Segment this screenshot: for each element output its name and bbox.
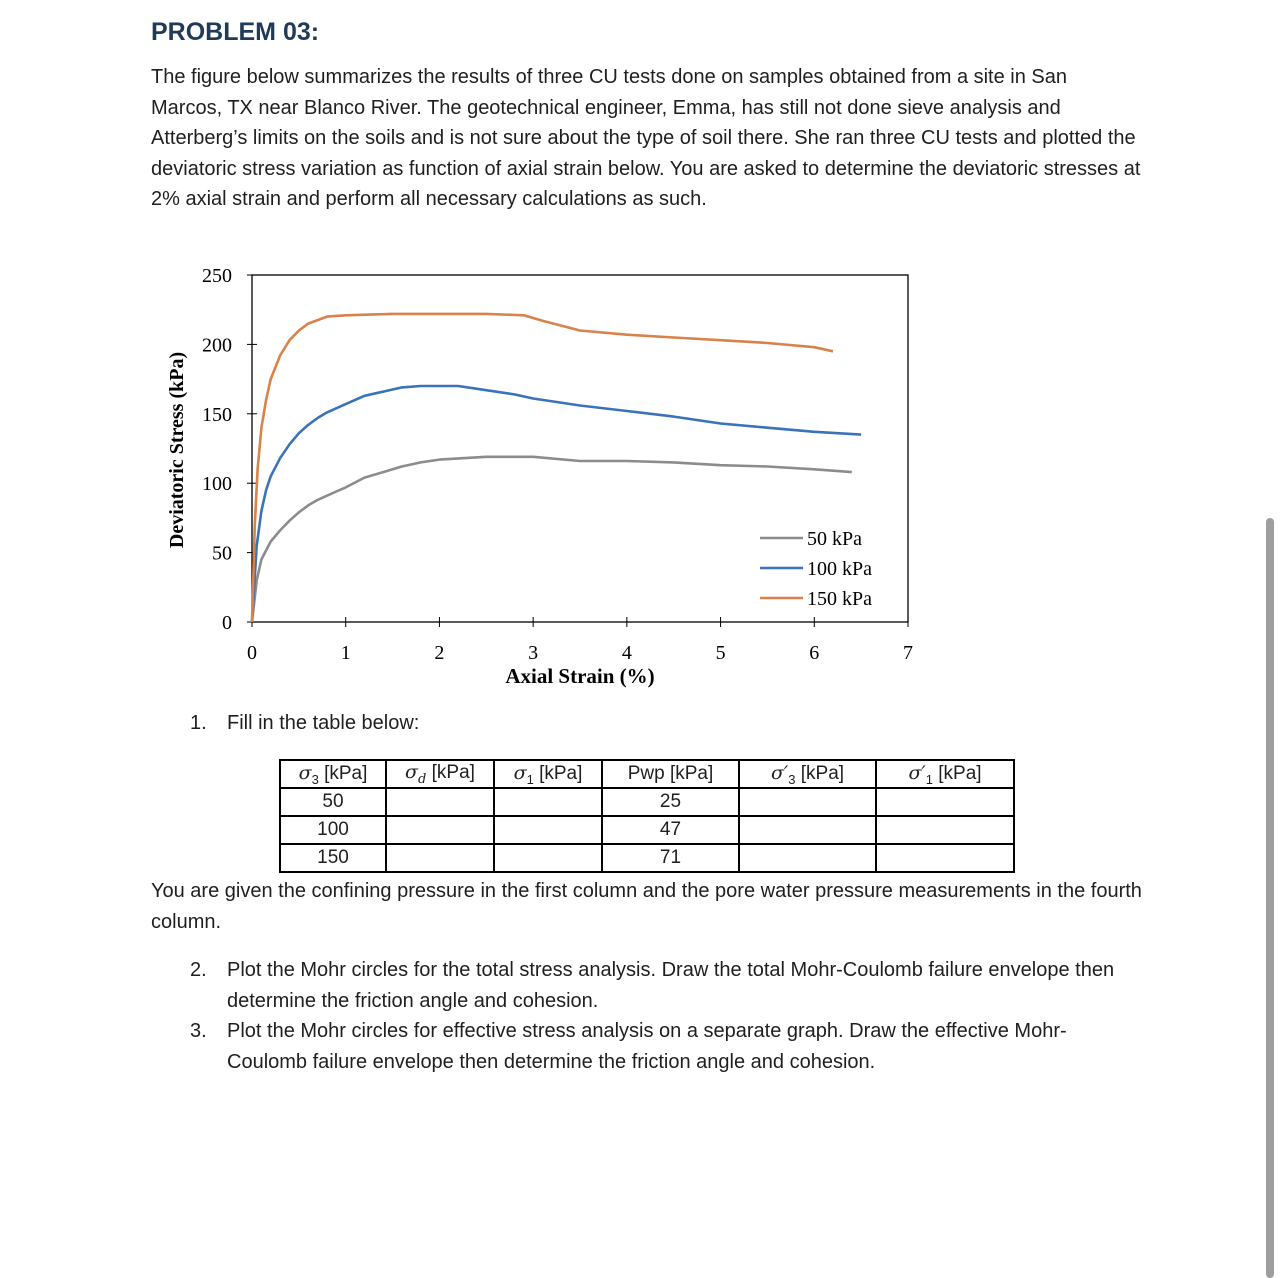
subscript: 3 [311, 771, 319, 787]
y-tick-label: 50 [212, 542, 232, 565]
question-list [190, 955, 1120, 1077]
header-unit: [kPa] [533, 762, 583, 784]
sigma-symbol: σ [513, 761, 527, 784]
table-note: You are given the confining pressure in the first column and the pore water pressure measurements in the fourth column. [151, 880, 1142, 933]
question-2 [190, 955, 1120, 1016]
y-tick-label: 250 [202, 265, 232, 287]
intro-paragraph: The figure below summarizes the results of three CU tests done on samples obtained from a site in San Marcos, TX near Blanco River. The geotechnical engineer, Emma, has still not done sieve analysis and Atterberg’s limits on the soils and is not sure about the type of soil there. She ran three CU tests and plotted the deviatoric stress variation as function of axial strain below. You are asked to determine the deviatoric stresses at 2% axial strain and perform all necessary calculations as such. [151, 66, 1141, 210]
header-unit: [kPa] [795, 762, 845, 784]
subscript: 1 [925, 771, 933, 787]
table-cell: 100 [280, 816, 386, 844]
table-header-row [280, 760, 1014, 788]
table-cell: 47 [602, 816, 739, 844]
table-row [280, 844, 1014, 872]
x-tick-label: 6 [809, 642, 820, 664]
series-lines [252, 314, 861, 622]
table-header-cell [602, 760, 739, 788]
y-tick-label: 100 [202, 473, 232, 496]
x-tick-label: 7 [903, 642, 913, 664]
header-unit: [kPa] [932, 762, 982, 784]
series-line-2 [252, 386, 861, 622]
series-line-3 [252, 314, 833, 622]
prime-mark: ′ [783, 761, 789, 784]
table-cell [739, 788, 876, 816]
table-header-cell [280, 760, 386, 788]
y-axis-label: Deviatoric Stress (kPa) [166, 351, 188, 549]
problem-title: PROBLEM 03: [151, 18, 320, 46]
table-cell: 50 [280, 788, 386, 816]
x-tick-label: 1 [340, 642, 351, 664]
table-cell [876, 816, 1014, 844]
table-cell [386, 844, 494, 872]
question-1 [190, 712, 419, 735]
results-table [279, 759, 1015, 873]
vertical-scrollbar[interactable] [1266, 518, 1274, 1278]
x-tick-label: 4 [621, 642, 632, 664]
table-cell [386, 816, 494, 844]
table-cell: 150 [280, 844, 386, 872]
y-tick-label: 150 [202, 403, 232, 426]
table-cell [739, 844, 876, 872]
header-unit: [kPa] [426, 762, 475, 784]
x-ticks [247, 617, 913, 664]
table-cell [739, 816, 876, 844]
y-ticks [202, 265, 257, 634]
question-2-number: 2. [190, 959, 207, 981]
table-row [280, 788, 1014, 816]
question-3-number: 3. [190, 1020, 207, 1042]
prime-mark: ′ [921, 761, 926, 784]
x-tick-label: 0 [247, 642, 257, 664]
table-header-cell [876, 760, 1014, 788]
subscript: d [418, 771, 427, 787]
table-cell [494, 844, 602, 872]
question-1-text: Fill in the table below: [227, 712, 420, 734]
table-header-cell [739, 760, 876, 788]
header-unit: [kPa] [318, 762, 368, 784]
chart-legend [760, 528, 872, 610]
table-cell [876, 788, 1014, 816]
legend-label: 100 kPa [807, 558, 872, 580]
table-cell [494, 816, 602, 844]
table-header-cell [494, 760, 602, 788]
legend-label: 50 kPa [807, 528, 862, 550]
stress-strain-chart [160, 260, 913, 690]
table-row [280, 816, 1014, 844]
sigma-symbol: σ [298, 761, 312, 784]
table-header-cell [386, 760, 494, 788]
table-cell [876, 844, 1014, 872]
sigma-symbol: σ [770, 761, 784, 784]
subscript: 1 [526, 771, 534, 787]
x-tick-label: 5 [715, 642, 726, 664]
table-cell [386, 788, 494, 816]
sigma-symbol: σ [908, 761, 922, 784]
sigma-symbol: σ [405, 761, 419, 784]
table-cell: 71 [602, 844, 739, 872]
legend-label: 150 kPa [807, 588, 872, 610]
header-unit: Pwp [kPa] [627, 763, 714, 784]
subscript: 3 [788, 771, 796, 787]
y-tick-label: 200 [202, 334, 232, 357]
question-1-number: 1. [190, 712, 207, 734]
y-tick-label: 0 [222, 612, 232, 634]
question-2-text: Plot the Mohr circles for the total stress analysis. Draw the total Mohr-Coulomb failure envelope then determine the friction angle and cohesion. [227, 959, 1115, 1012]
table-cell [494, 788, 602, 816]
question-3 [190, 1016, 1120, 1077]
x-tick-label: 3 [528, 642, 539, 664]
x-axis-label: Axial Strain (%) [505, 664, 655, 688]
table-cell: 25 [602, 788, 739, 816]
x-tick-label: 2 [434, 642, 445, 664]
question-3-text: Plot the Mohr circles for effective stress analysis on a separate graph. Draw the effective Mohr-Coulomb failure envelope then determine the friction angle and cohesion. [227, 1020, 1067, 1073]
